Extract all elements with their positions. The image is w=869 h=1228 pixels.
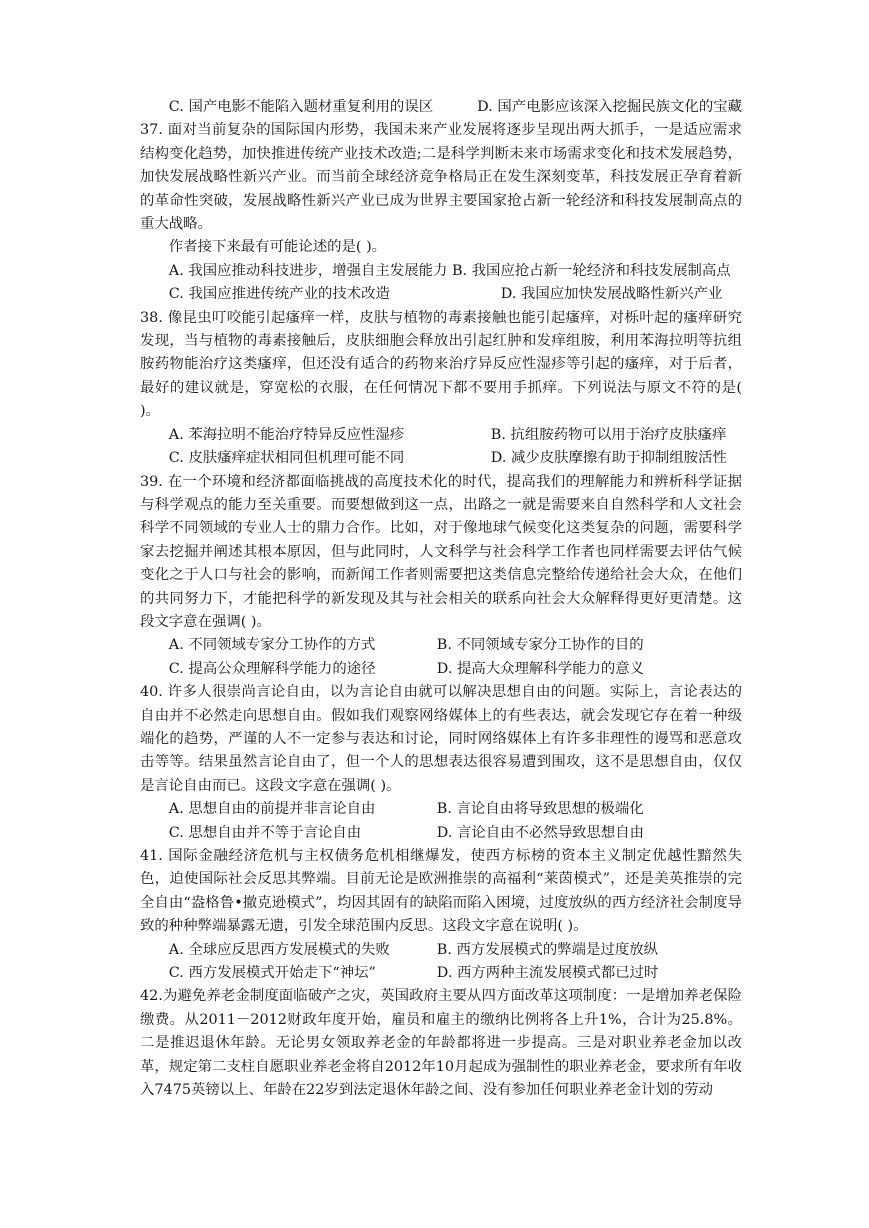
q39-stem: 39. 在一个环境和经济都面临挑战的高度技术化的时代，提高我们的理解能力和辨析科学证据与科学观点的能力至关重要。而要想做到这一点，出路之一就是需要来自自然科学和人文社会科学不同领域的专业人士的鼎力合作。比如，对于像地球气候变化这类复杂的问题，需要科学家去挖掘并阐述其根本原因，但与此同时，人文科学与社会科学工作者也同样需要去评估气候变化之于人口与社会的影响，而新闻工作者则需要把这类信息完整给传递给社会大众，在他们的共同努力下，才能把科学的新发现及其与社会相关的联系向社会大众解释得更好更清楚。这段文字意在强调( )。 <box>140 473 742 630</box>
q40-option-c[interactable]: C. 思想自由并不等于言论自由 <box>168 824 362 841</box>
q39-option-a[interactable]: A. 不同领域专家分工协作的方式 <box>168 637 376 654</box>
q41-options-ab <box>140 939 742 962</box>
q41-option-a[interactable]: A. 全球应反思西方发展模式的失败 <box>168 941 390 958</box>
q36-options-cd <box>140 96 742 119</box>
q40-option-b[interactable]: B. 言论自由将导致思想的极端化 <box>436 801 644 818</box>
q37-question: 作者接下来最有可能论述的是( )。 <box>168 239 387 256</box>
q41-option-b[interactable]: B. 西方发展模式的弊端是过度放纵 <box>436 941 658 958</box>
q37-options-ab[interactable]: A. 我国应推动科技进步，增强自主发展能力 B. 我国应抢占新一轮经济和科技发展制高点 <box>168 262 731 279</box>
q40-options-ab <box>140 798 742 821</box>
q39-option-b[interactable]: B. 不同领域专家分工协作的目的 <box>436 637 644 654</box>
q41-option-d[interactable]: D. 西方两种主流发展模式都已过时 <box>436 965 659 982</box>
q36-option-c[interactable]: C. 国产电影不能陷入题材重复利用的误区 <box>168 99 434 115</box>
q36-option-d[interactable]: D. 国产电影应该深入挖掘民族文化的宝藏 <box>477 99 742 115</box>
q40-stem: 40. 许多人很崇尚言论自由，以为言论自由就可以解决思想自由的问题。实际上，言论表达的自由并不必然走向思想自由。假如我们观察网络媒体上的有些表达，就会发现它存在着一种级端化的趋势，严谨的人不一定参与表达和讨论，同时网络媒体上有许多非理性的谩骂和恶意攻击等等。结果虽然言论自由了，但一个人的思想表达很容易遭到围攻，这不是思想自由，仅仅是言论自由而已。这段文字意在强调( )。 <box>140 684 742 794</box>
q38-options-ab <box>140 424 742 447</box>
q40-option-d[interactable]: D. 言论自由不必然导致思想自由 <box>436 824 645 841</box>
q37-option-c[interactable]: C. 我国应推进传统产业的技术改造 <box>168 286 390 303</box>
q38-stem: 38. 像昆虫叮咬能引起瘙痒一样，皮肤与植物的毒素接触也能引起瘙痒，对栎叶起的瘙痒研究发现，当与植物的毒素接触后，皮肤细胞会释放出引起红肿和发痒组胺，利用苯海拉明等抗组胺药物能治疗这类瘙痒，但还没有适合的药物来治疗异反应性湿疹等引起的瘙痒，对于后者，最好的建议就是，穿宽松的衣服，在任何情况下都不要用手抓痒。下列说法与原文不符的是( )。 <box>140 309 742 420</box>
q38-options-cd <box>140 447 742 470</box>
q38-option-c[interactable]: C. 皮肤瘙痒症状相同但机理可能不同 <box>168 450 405 467</box>
q38-option-b[interactable]: B. 抗组胺药物可以用于治疗皮肤瘙痒 <box>490 426 727 443</box>
q38-option-a[interactable]: A. 苯海拉明不能治疗特异反应性湿疹 <box>168 426 405 443</box>
q39-options-cd <box>140 658 742 681</box>
q39-option-c[interactable]: C. 提高公众理解科学能力的途径 <box>168 660 376 677</box>
q41-options-cd <box>140 962 742 985</box>
q38-option-d[interactable]: D. 减少皮肤摩擦有助于抑制组胺活性 <box>490 450 727 467</box>
q40-option-a[interactable]: A. 思想自由的前提并非言论自由 <box>168 801 376 818</box>
q39-option-d[interactable]: D. 提高大众理解科学能力的意义 <box>436 660 645 677</box>
q37-options-cd <box>140 283 742 306</box>
q41-stem: 41. 国际金融经济危机与主权债务危机相继爆发，使西方标榜的资本主义制定优越性黯然失色，迫使国际社会反思其弊端。目前无论是欧洲推崇的高福利“莱茵模式”，还是美英推崇的完全自由“盎格鲁•撤克逊模式”，均因其固有的缺陷而陷入困境，过度放纵的西方经济社会制度导致的种种弊端暴露无遗，引发全球范围内反思。这段文字意在说明( )。 <box>140 848 742 935</box>
q40-options-cd <box>140 822 742 845</box>
q42-stem: 42.为避免养老金制度面临破产之灾，英国政府主要从四方面改革这项制度：一是增加养老保险缴费。从2011－2012财政年度开始，雇员和雇主的缴纳比例将各上升1%，合计为25.8%。二是推迟退休年龄。无论男女领取养老金的年龄都将进一步提高。三是对职业养老金加以改革，规定第二支柱自愿职业养老金将自2012年10月起成为强制性的职业养老金，要求所有年收入7475英镑以上、年龄在22岁到法定退休年龄之间、没有参加任何职业养老金计划的劳动 <box>140 988 742 1099</box>
q41-option-c[interactable]: C. 西方发展模式开始走下“神坛” <box>168 965 376 982</box>
q37-stem: 37. 面对当前复杂的国际国内形势，我国未来产业发展将逐步呈现出两大抓手，一是适应需求结构变化趋势，加快推进传统产业技术改造;二是科学判断未来市场需求变化和技术发展趋势，加快发展战略性新兴产业。而当前全球经济竞争格局正在发生深刻变革，科技发展正孕育着新的革命性突破，发展战略性新兴产业已成为世界主要国家抢占新一轮经济和科技发展制高点的重大战略。 <box>140 122 742 233</box>
q37-option-d[interactable]: D. 我国应加快发展战略性新兴产业 <box>500 286 723 303</box>
q39-options-ab <box>140 634 742 657</box>
